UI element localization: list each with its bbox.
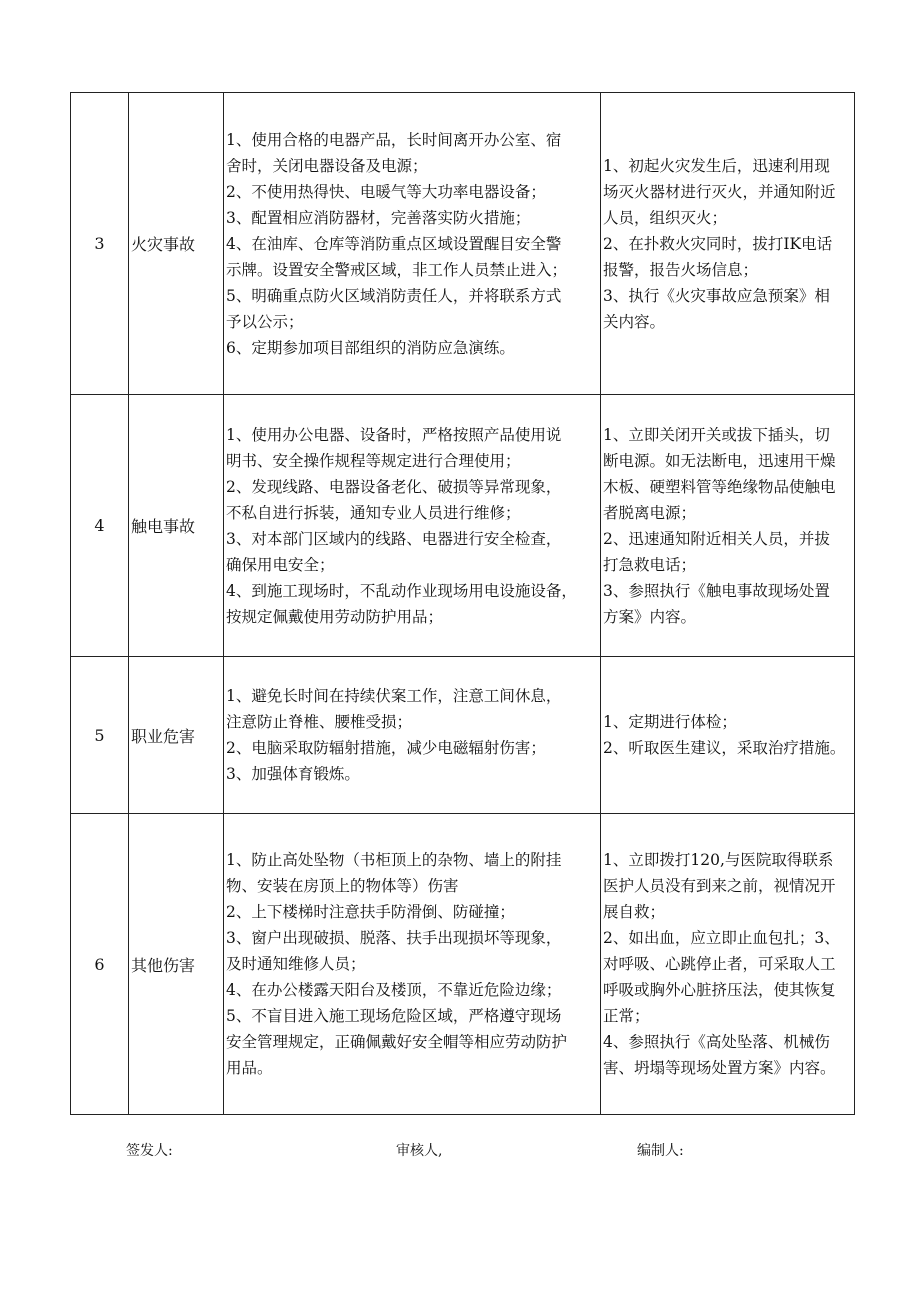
response-line: 1、初起火灾发生后，迅速利用现 (603, 156, 830, 175)
hazard-row (71, 657, 855, 814)
prevention-line: 4、在油库、仓库等消防重点区域设置醒目安全警 (226, 234, 562, 253)
prevention-line: 予以公示； (226, 312, 304, 331)
response-line: 正常； (603, 1007, 650, 1025)
response-line: 报警，报告火场信息； (603, 260, 759, 279)
row-number: 4 (71, 395, 129, 657)
prevention-line: 1、使用办公电器、设备时，严格按照产品使用说 (226, 425, 562, 444)
hazard-type: 火灾事故 (129, 93, 224, 395)
hazard-table (70, 92, 855, 1115)
response-line: 关内容。 (603, 312, 666, 331)
prevention-line: 明书、安全操作规程等规定进行合理使用； (226, 451, 521, 470)
response-line: 打急救电话； (603, 555, 697, 574)
response-line: 4、参照执行《高处坠落、机械伤 (603, 1033, 830, 1051)
hazard-type: 触电事故 (129, 395, 224, 657)
prevention-line: 4、在办公楼露天阳台及楼顶，不靠近危险边缘； (226, 981, 562, 999)
prevention-line: 1、避免长时间在持续伏案工作，注意工间休息， (226, 687, 562, 705)
prevention-line: 按规定佩戴使用劳动防护用品； (226, 607, 444, 626)
response-line: 1、立即拨打120,与医院取得联系 (603, 851, 834, 869)
prevention-line: 确保用电安全； (226, 555, 335, 574)
prevention-measures (224, 93, 601, 395)
response-line: 3、参照执行《触电事故现场处置 (603, 581, 830, 600)
row-number: 6 (71, 814, 129, 1115)
hazard-row (71, 395, 855, 657)
response-line: 2、听取医生建议，采取治疗措施。 (603, 739, 846, 757)
response-line: 害、坍塌等现场处置方案》内容。 (603, 1059, 836, 1077)
response-line: 2、如出血，应立即止血包扎；3、 (603, 929, 840, 947)
hazard-row (71, 93, 855, 395)
row-number: 3 (71, 93, 129, 395)
prevention-line: 3、加强体育锻炼。 (226, 765, 360, 783)
prevention-line: 4、到施工现场时，不乱动作业现场用电设施设备， (226, 581, 577, 600)
prevention-line: 用品。 (226, 1059, 273, 1077)
prevention-line: 物、安装在房顶上的物体等）伤害 (226, 877, 459, 895)
prevention-line: 6、定期参加项目部组织的消防应急演练。 (226, 338, 515, 357)
response-line: 2、在扑救火灾同时，拔打IK电话 (603, 234, 833, 253)
prevention-line: 2、不使用热得快、电暖气等大功率电器设备； (226, 182, 546, 201)
emergency-response (601, 93, 855, 395)
prevention-line: 5、明确重点防火区域消防责任人，并将联系方式 (226, 286, 562, 305)
prevention-line: 2、电脑采取防辐射措施，减少电磁辐射伤害； (226, 739, 546, 757)
response-line: 木板、硬塑料管等绝缘物品使触电 (603, 477, 836, 496)
response-line: 场灭火器材进行灭火，并通知附近 (603, 182, 836, 201)
prevention-line: 舍时，关闭电器设备及电源； (226, 156, 428, 175)
response-line: 3、执行《火灾事故应急预案》相 (603, 286, 830, 305)
compiler-label: 编制人: (637, 1143, 684, 1159)
response-line: 人员，组织灭火； (603, 208, 728, 227)
response-line: 1、定期进行体检； (603, 713, 737, 731)
prevention-line: 3、窗户出现破损、脱落、扶手出现损坏等现象， (226, 929, 562, 947)
prevention-measures (224, 657, 601, 814)
hazard-table-body (71, 93, 855, 1115)
prevention-measures (224, 814, 601, 1115)
response-line: 呼吸或胸外心脏挤压法，使其恢复 (603, 981, 836, 999)
hazard-type: 职业危害 (129, 657, 224, 814)
reviewer-label: 审核人, (396, 1143, 443, 1159)
prevention-line: 及时通知维修人员； (226, 955, 366, 973)
row-number: 5 (71, 657, 129, 814)
emergency-response (601, 657, 855, 814)
hazard-type: 其他伤害 (129, 814, 224, 1115)
prevention-line: 3、对本部门区域内的线路、电器进行安全检查， (226, 529, 562, 548)
prevention-line: 2、上下楼梯时注意扶手防滑倒、防碰撞； (226, 903, 515, 921)
prevention-line: 2、发现线路、电器设备老化、破损等异常现象， (226, 477, 562, 496)
prevention-line: 注意防止脊椎、腰椎受损； (226, 713, 413, 731)
emergency-response (601, 814, 855, 1115)
response-line: 1、立即关闭开关或拔下插头，切 (603, 425, 830, 444)
prevention-measures (224, 395, 601, 657)
response-line: 展自救； (603, 903, 666, 921)
hazard-row (71, 814, 855, 1115)
prevention-line: 1、防止高处坠物（书柜顶上的杂物、墙上的附挂 (226, 851, 562, 869)
response-line: 方案》内容。 (603, 607, 697, 626)
response-line: 2、迅速通知附近相关人员，并拔 (603, 529, 830, 548)
issuer-label: 签发人: (126, 1143, 173, 1159)
prevention-line: 3、配置相应消防器材，完善落实防火措施； (226, 208, 531, 227)
prevention-line: 安全管理规定，正确佩戴好安全帽等相应劳动防护 (226, 1033, 568, 1051)
response-line: 医护人员没有到来之前，视情况开 (603, 877, 836, 895)
signature-footer (0, 1140, 920, 1164)
prevention-line: 1、使用合格的电器产品，长时间离开办公室、宿 (226, 130, 562, 149)
response-line: 对呼吸、心跳停止者，可采取人工 (603, 955, 836, 973)
emergency-response (601, 395, 855, 657)
prevention-line: 5、不盲目进入施工现场危险区域，严格遵守现场 (226, 1007, 562, 1025)
response-line: 者脱离电源； (603, 503, 697, 522)
response-line: 断电源。如无法断电，迅速用干燥 (603, 451, 836, 470)
prevention-line: 不私自进行拆装，通知专业人员进行维修； (226, 503, 521, 522)
prevention-line: 示牌。设置安全警戒区域，非工作人员禁止进入； (226, 260, 568, 279)
